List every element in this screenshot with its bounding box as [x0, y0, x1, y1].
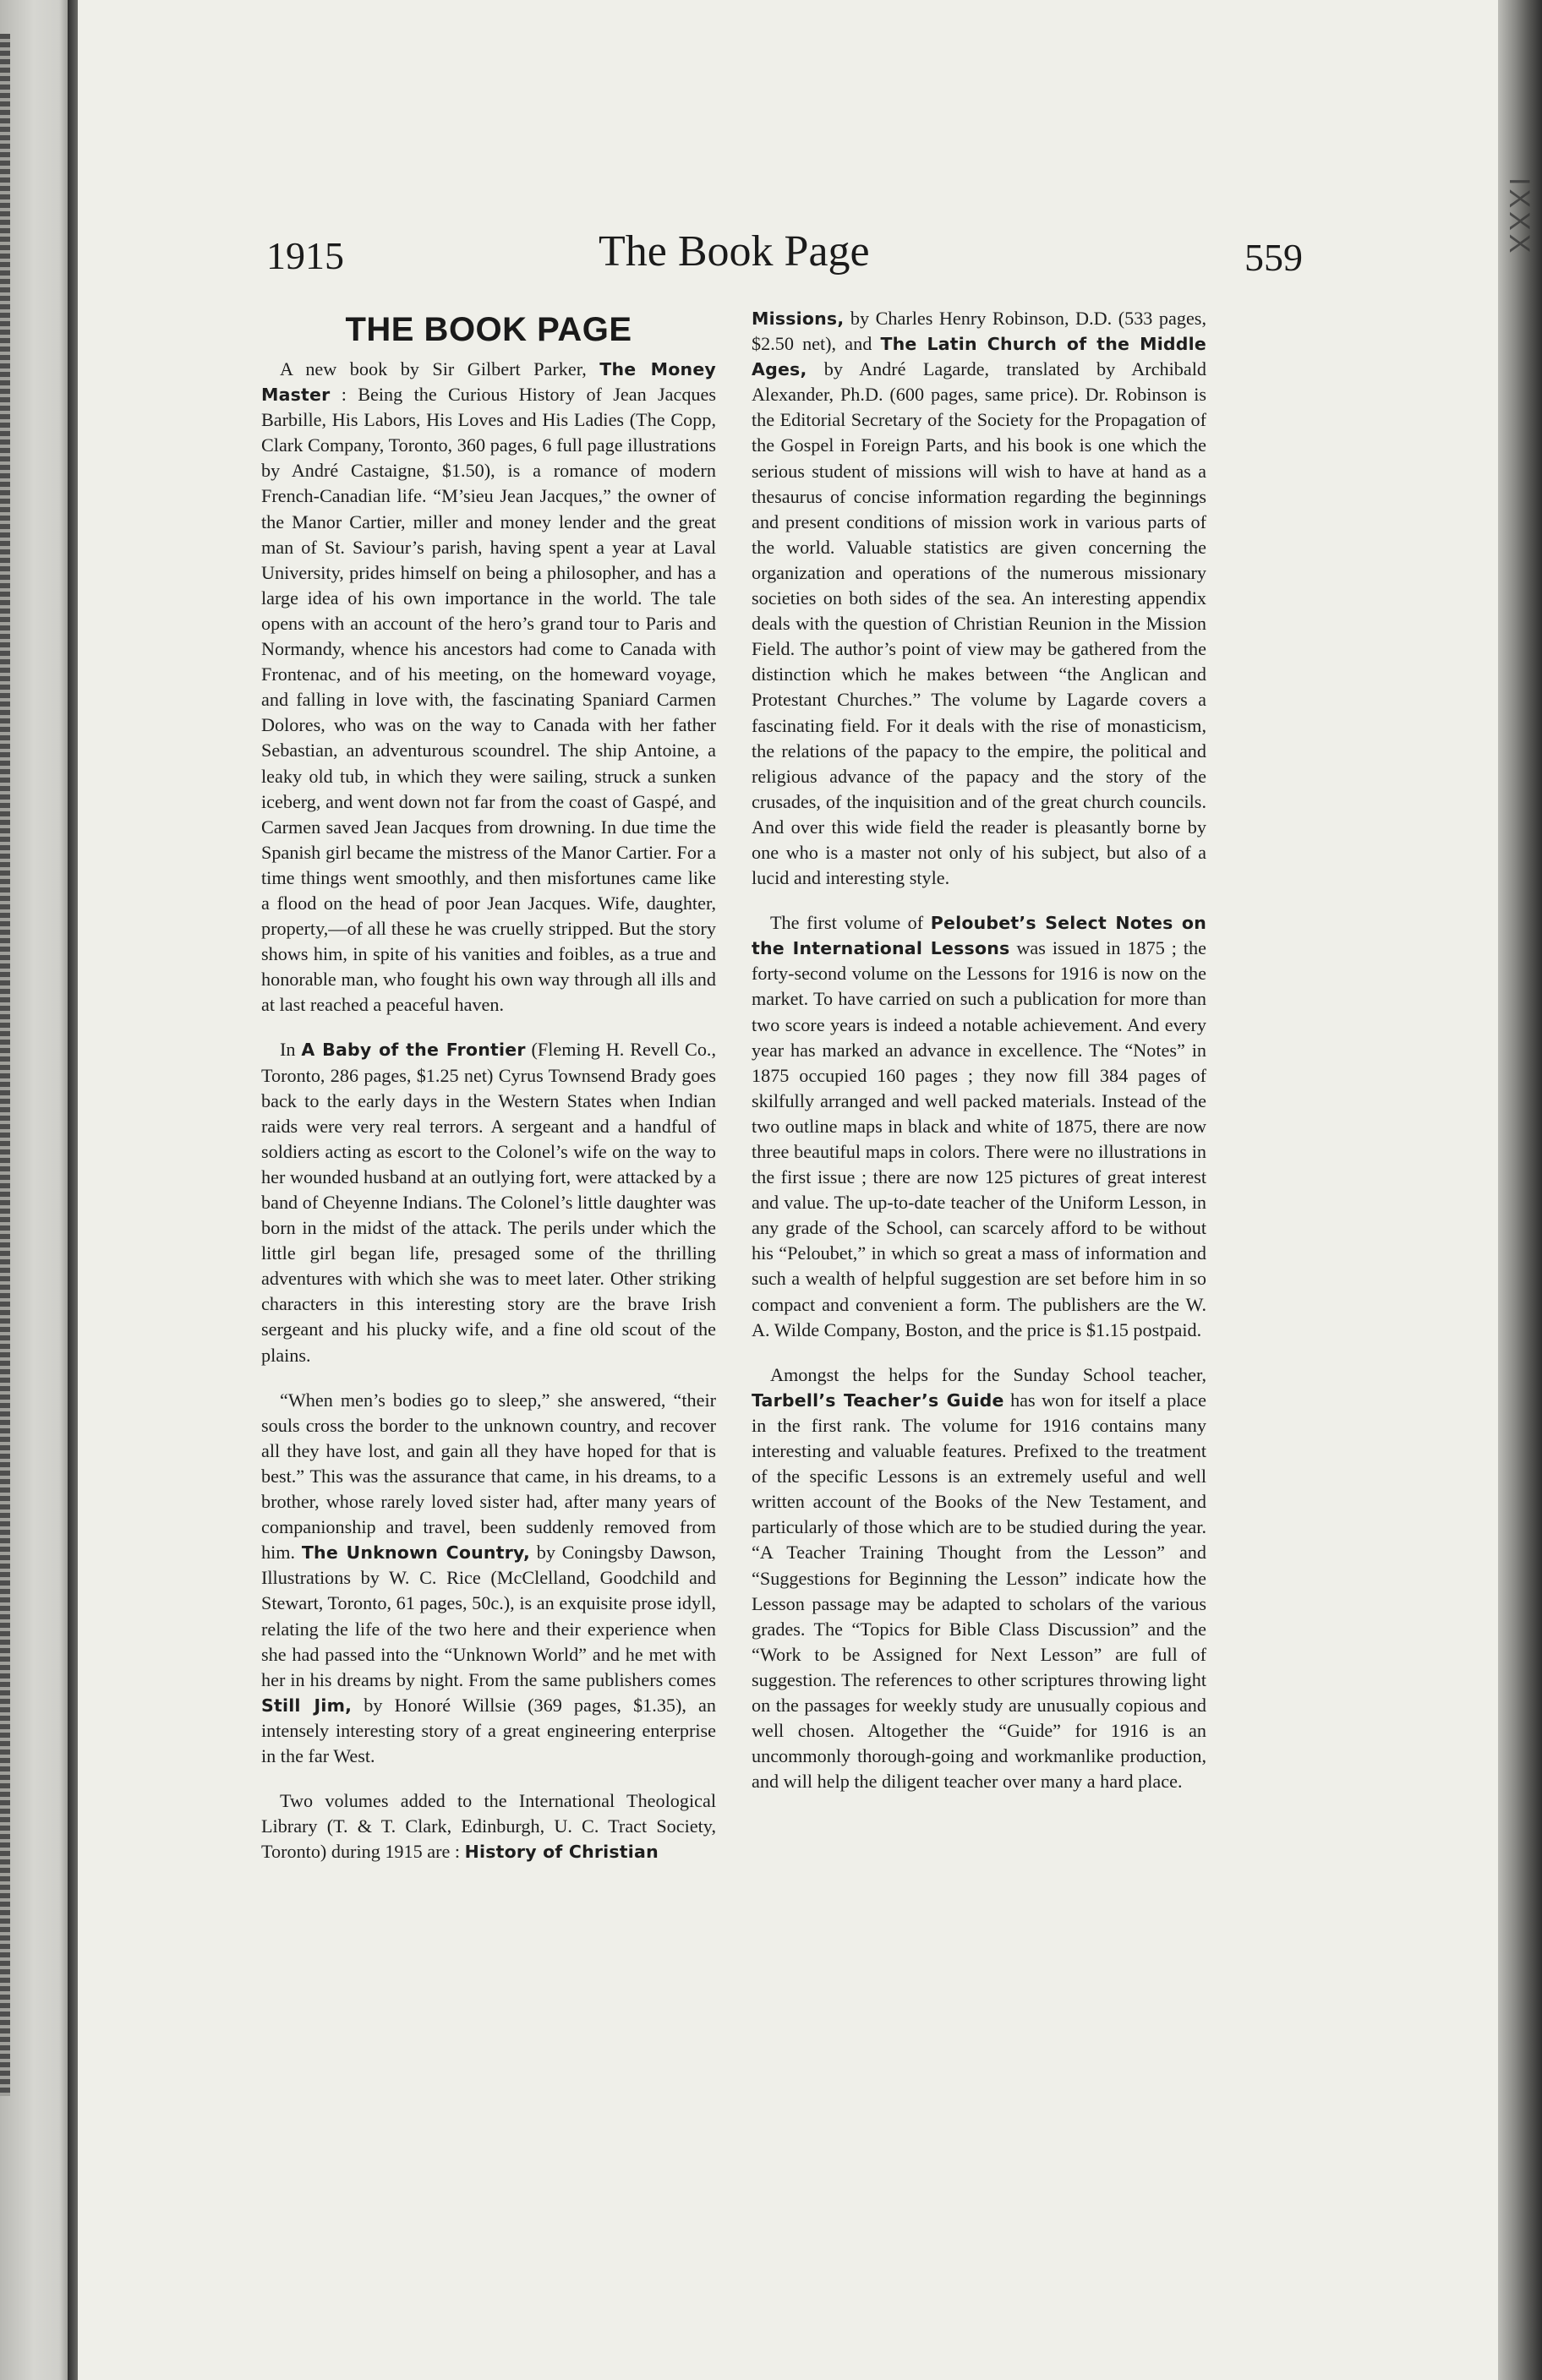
review-baby-of-the-frontier [261, 1037, 716, 1367]
text-segment: was issued in 1875 ; the forty-second volume on the Lessons for 1916 is now on the market. To have carried on such a publication for more than two score years is indeed a notable achievement. And every year has marked an advance in excellence. The “Notes” in 1875 occupied 160 pages ; they now fill 384 pages of skilfully arranged and well packed materials. Instead of the two outline maps in black and white of 1875, there are now three beautiful maps in colors. There were no illustrations in the first issue ; there are now 125 pictures of great interest and value. The up-to-date teacher of the Uniform Lesson, in any grade of the School, can scarcely afford to be without his “Peloubet,” in which so great a mass of information and such a wealth of helpful suggestion are set before him in so compact and convenient a form. The publishers are the W. A. Wilde Company, Boston, and the price is $1.15 postpaid. [752, 937, 1206, 1340]
review-christian-missions-continued [752, 306, 1206, 891]
book-title: History of Christian [464, 1842, 659, 1863]
text-segment: by Charles Henry Robinson, D.D. (533 pages, $2.50 net), and [752, 308, 1206, 355]
review-money-master [261, 357, 716, 1018]
book-gutter [68, 0, 78, 2380]
running-head-title: The Book Page [599, 227, 870, 276]
left-column [261, 304, 716, 1864]
text-segment: The first volume of [770, 912, 931, 934]
running-head-year: 1915 [266, 234, 344, 277]
text-segment: by Honoré Willsie (369 pages, $1.35), an intensely interesting story of a great engineering enterprise in the far West. [261, 1694, 716, 1766]
text-segment: In [280, 1039, 302, 1061]
text-segment: : Being the Curious History of Jean Jacques Barbille, His Labors, His Loves and His Ladies (The Copp, Clark Company, Toronto, 360 pages, 6 full page illustrations by André Castaigne, $1.50), is a romance of modern French-Canadian life. “M’sieu Jean Jacques,” the owner of the Manor Cartier, miller and money lender and the great man of St. Saviour’s parish, having spent a year at Laval University, prides himself on being a philosopher, and has a large idea of his own importance in the world. The tale opens with an account of the hero’s grand tour to Paris and Normandy, whence his ancestors had come to Canada with Frontenac, and of his meeting, on the homeward voyage, and falling in love with, the fascinating Spaniard Carmen Dolores, who was on the way to Canada with her father Sebastian, an adventurous scoundrel. The ship Antoine, a leaky old tub, in which they were sailing, struck a sunken iceberg, and went down not far from the coast of Gaspé, and Carmen saved Jean Jacques from drowning. In due time the Spanish girl became the mistress of the Manor Cartier. For a time things went smoothly, and then misfortunes came like a flood on the head of poor Jean Jacques. Wife, daughter, property,—of all these he was cruelly stripped. But the story shows him, in spite of his vanities and foibles, as a true and honorable man, who fought his own way through all ills and at last reached a peaceful haven. [261, 384, 716, 1016]
section-title: THE BOOK PAGE [345, 311, 632, 348]
review-theological-library [261, 1788, 716, 1864]
text-segment: by Coningsby Dawson, Illustrations by W. C. Rice (McClelland, Goodchild and Stewart, Toronto, 61 pages, 50c.), is an exquisite prose idyll, relating the life of the two here and their experience when she had passed into the “Unknown World” and he met with her in his dreams by night. From the same publishers comes [261, 1542, 716, 1690]
book-title: The Unknown Country, [301, 1542, 530, 1564]
text-segment: has won for itself a place in the first rank. The volume for 1916 contains many interesting and valuable features. Prefixed to the treatment of the specific Lessons is an extremely useful and well written account of the Books of the New Testament, and particularly of those which are to be studied during the year. “A Teacher Training Thought from the Lesson” and “Suggestions for Beginning the Lesson” indicate how the Lesson passage may be adapted to scholars of the various grades. The “Topics for Bible Class Discussion” and the “Work to be Assigned for Next Lesson” are full of suggestion. The references to other scriptures throwing light on the passages for weekly study are unusually copious and well chosen. Altogether the “Guide” for 1916 is an uncommonly thorough-going and workmanlike production, and will help the diligent teacher over many a hard place. [752, 1389, 1206, 1793]
book-title: Peloubet’s Select Notes on the International Lessons [752, 913, 1206, 959]
book-title: A Baby of the Frontier [301, 1040, 526, 1061]
page-number: 559 [1244, 236, 1303, 279]
page-stack-edge [1498, 0, 1542, 2380]
running-head [0, 227, 1542, 292]
edge-text: IXXX [1503, 177, 1535, 257]
text-segment: A new book by Sir Gilbert Parker, [280, 358, 600, 379]
book-title: Tarbell’s Teacher’s Guide [752, 1389, 1004, 1411]
text-segment: (Fleming H. Revell Co., Toronto, 286 pages, $1.25 net) Cyrus Townsend Brady goes back to the early days in the Western States when Indian raids were very real terrors. A sergeant and a handful of soldiers acting as escort to the Colonel’s wife on the way to her wounded husband at an outlying fort, were attacked by a band of Cheyenne Indians. The Colonel’s little daughter was born in the midst of the attack. The perils under which the little girl began life, presaged some of the thrilling adventures with which she was to meet later. Other striking characters in this interesting story are the brave Irish sergeant and his plucky wife, and a fine old scout of the plains. [261, 1039, 717, 1366]
book-title: The Latin Church of the Middle Ages, [752, 334, 1207, 380]
right-column [752, 306, 1206, 1794]
text-segment: Two volumes added to the International Theological Library (T. & T. Clark, Edinburgh, U. C. Tract Society, Toronto) during 1915 are : [261, 1790, 716, 1863]
review-unknown-country [261, 1388, 716, 1769]
facing-page-edge [0, 0, 71, 2380]
review-tarbells-guide [752, 1362, 1206, 1795]
text-segment: Amongst the helps for the Sunday School teacher, [770, 1363, 1206, 1385]
review-peloubets-notes [752, 910, 1206, 1343]
book-title: Still Jim, [261, 1695, 353, 1716]
text-segment: “When men’s bodies go to sleep,” she answered, “their souls cross the border to the unknown country, and recover all they have lost, and gain all they have hoped for that is best.” This was the assurance that came, in his dreams, to a brother, whose rarely loved sister had, after many years of companionship and travel, been suddenly removed from him. [261, 1389, 716, 1564]
facing-page-text-margin [0, 34, 10, 2096]
book-title: The Money Master [261, 359, 716, 406]
book-title: Missions, [752, 308, 845, 329]
text-segment: by André Lagarde, translated by Archibald Alexander, Ph.D. (600 pages, same price). Dr. Robinson is the Editorial Secretary of the Society for the Propagation of the Gospel in Foreign Parts, and his book is one which the serious student of missions will wish to have at hand as a thesaurus of concise information regarding the beginnings and present conditions of mission work in various parts of the world. Valuable statistics are given concerning the organization and operations of the numerous missionary societies on both sides of the sea. An interesting appendix deals with the question of Christian Reunion in the Mission Field. The author’s point of view may be gathered from the distinction which he makes between “the Anglican and Protestant Churches.” The volume by Lagarde covers a fascinating field. For it deals with the rise of monasticism, the relations of the papacy to the empire, the political and religious advance of the papacy and the story of the crusades, of the inquisition and of the great church councils. And over this wide field the reader is pleasantly borne by one who is a master not only of his subject, but also of a lucid and interesting style. [752, 358, 1206, 889]
